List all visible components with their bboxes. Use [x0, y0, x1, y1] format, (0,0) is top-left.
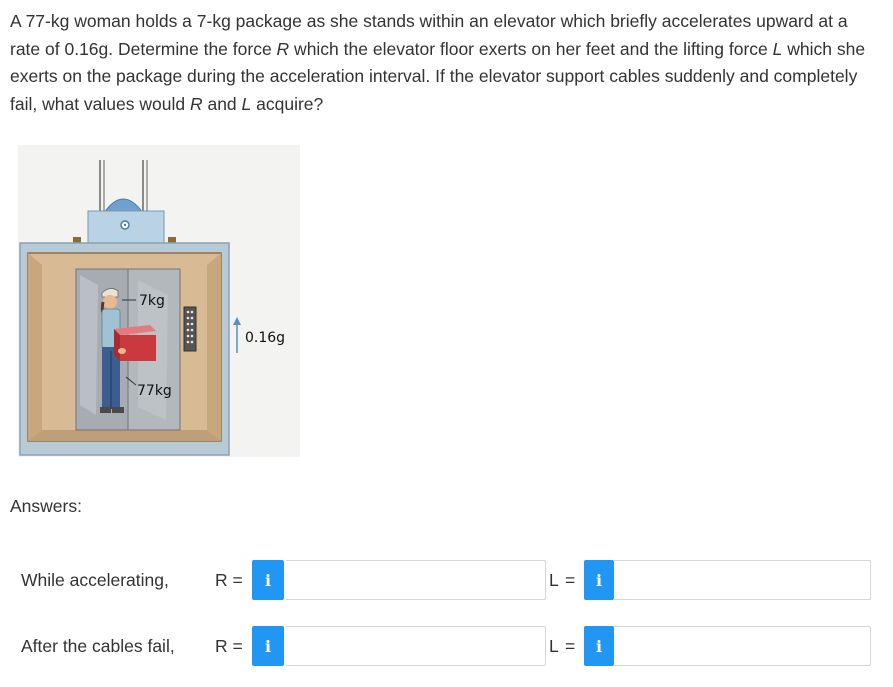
arrowhead-icon — [233, 317, 241, 325]
left-wall — [28, 253, 42, 441]
floor — [28, 430, 221, 441]
package-mass-label: 7kg — [139, 293, 165, 309]
woman-mass-label: 77kg — [137, 383, 172, 399]
answer-row-accelerating — [0, 560, 893, 602]
problem-text: which the elevator floor exerts on her feet and the lifting force — [289, 38, 773, 59]
elevator-figure — [18, 145, 300, 457]
problem-text: which she exerts on the package during the acceleration interval. If the elevator support cables suddenly and completely fail, what values would — [10, 38, 866, 114]
row-label: While accelerating, — [21, 570, 169, 590]
var-l: L — [241, 93, 252, 114]
problem-text: A 77-kg woman holds a 7-kg package as she stands within an elevator which briefly accelerates upward at a rate of 0.16g. Determine the force — [10, 11, 848, 59]
package-box — [114, 325, 156, 361]
problem-text: and — [202, 93, 242, 114]
bolt — [168, 237, 176, 243]
r-label: R = — [215, 570, 243, 590]
right-wall — [207, 253, 221, 441]
l-label: L = — [549, 636, 577, 656]
l-label: L = — [549, 570, 577, 590]
info-icon[interactable]: i — [252, 560, 284, 600]
l-answer-input[interactable] — [614, 626, 871, 666]
info-icon[interactable]: i — [584, 626, 614, 666]
var-l: L — [772, 38, 783, 59]
row-label: After the cables fail, — [21, 636, 175, 656]
answer-row-cables-fail — [0, 626, 893, 668]
door-reflection — [80, 275, 98, 415]
elevator-illustration — [18, 145, 300, 457]
gear-hub — [124, 224, 126, 226]
bolt — [73, 237, 81, 243]
problem-text: acquire? — [251, 93, 324, 114]
r-label: R = — [215, 636, 243, 656]
button-panel — [184, 307, 196, 351]
l-answer-input[interactable] — [614, 560, 871, 600]
acceleration-label: 0.16g — [245, 330, 286, 346]
answers-label: Answers: — [10, 496, 82, 516]
r-answer-input[interactable] — [286, 626, 546, 666]
problem-statement — [10, 8, 880, 118]
var-r: R — [276, 38, 290, 59]
r-answer-input[interactable] — [286, 560, 546, 600]
var-r: R — [189, 93, 203, 114]
info-icon[interactable]: i — [584, 560, 614, 600]
info-icon[interactable]: i — [252, 626, 284, 666]
